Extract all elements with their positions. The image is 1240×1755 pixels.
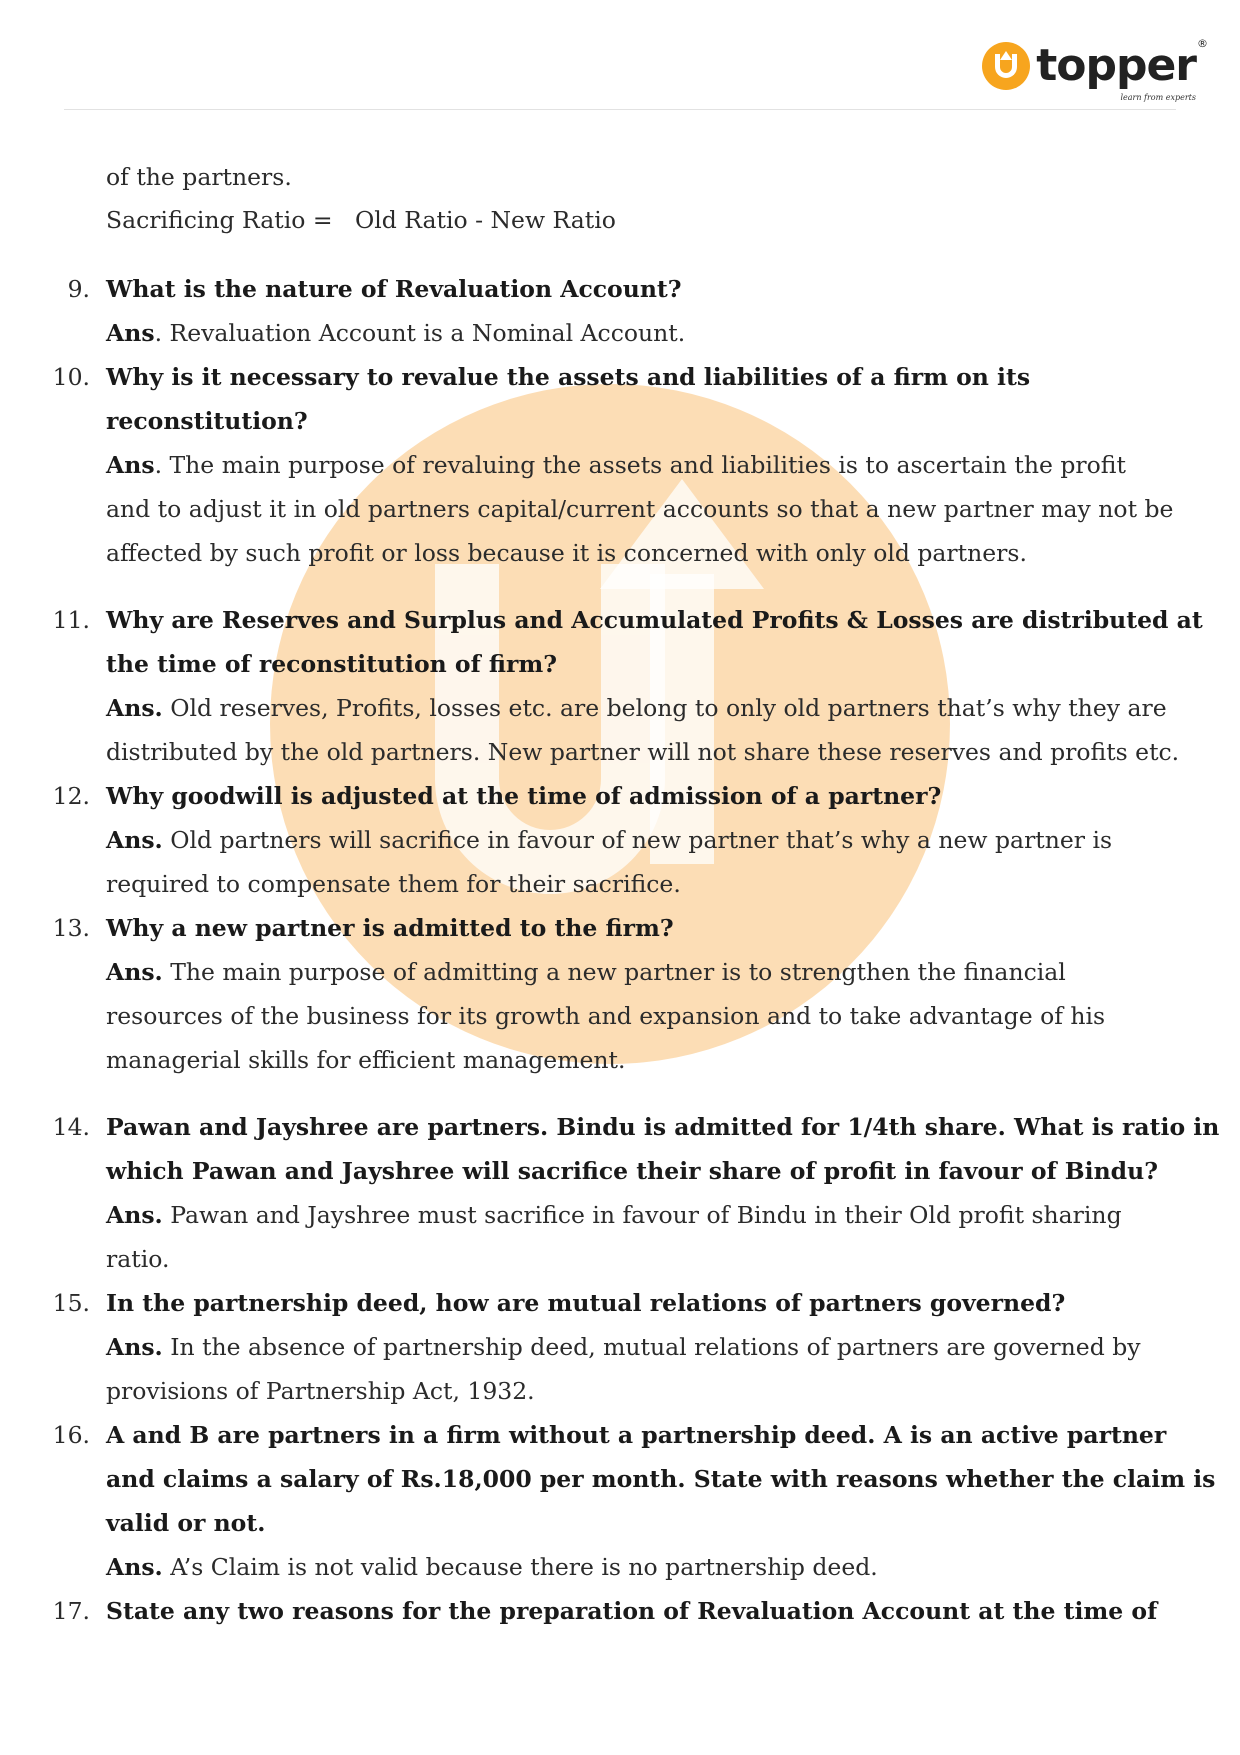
question-number: 9. (67, 275, 90, 303)
answer-line (106, 443, 1126, 487)
answer-line (106, 686, 1167, 730)
intro-line: of the partners. (106, 163, 292, 191)
question-number: 16. (52, 1421, 90, 1449)
logo-wordmark (1036, 37, 1208, 102)
question-text: Why goodwill is adjusted at the time of admission of a partner? (106, 782, 942, 810)
question-text: Why is it necessary to revalue the assets and liabilities of a firm on its (106, 363, 1031, 391)
question-text: Why are Reserves and Surplus and Accumulated Profits & Losses are distributed at (106, 606, 1203, 634)
question-text: What is the nature of Revaluation Account? (106, 275, 682, 303)
answer-line (106, 1193, 1122, 1237)
question-number: 11. (52, 606, 90, 634)
question-text: Pawan and Jayshree are partners. Bindu is admitted for 1/4th share. What is ratio in (106, 1113, 1220, 1141)
header-divider (64, 109, 1176, 110)
question-number: 10. (52, 363, 90, 391)
answer-text: provisions of Partnership Act, 1932. (106, 1377, 535, 1405)
topper-logo (982, 37, 1208, 102)
question-number: 12. (52, 782, 90, 810)
formula-value: Old Ratio - New Ratio (354, 206, 616, 234)
answer-text: resources of the business for its growth and expansion and to take advantage of his (106, 1002, 1106, 1030)
registered-mark: ® (1197, 37, 1208, 50)
answer-line (106, 950, 1066, 994)
answer-line (106, 311, 685, 355)
question-number: 13. (52, 914, 90, 942)
question-text: and claims a salary of Rs.18,000 per month. State with reasons whether the claim is (106, 1465, 1216, 1493)
answer-label: Ans (106, 451, 155, 479)
answer-line (106, 1325, 1141, 1369)
question-number: 17. (52, 1597, 90, 1625)
question-number: 14. (52, 1113, 90, 1141)
answer-text: Old partners will sacrifice in favour of new partner that’s why a new partner is (162, 826, 1113, 854)
answer-text: affected by such profit or loss because it is concerned with only old partners. (106, 539, 1027, 567)
answer-text: In the absence of partnership deed, mutual relations of partners are governed by (162, 1333, 1141, 1361)
question-text: the time of reconstitution of firm? (106, 650, 557, 678)
answer-label: Ans. (106, 694, 163, 722)
formula-label: Sacrificing Ratio = (106, 206, 333, 234)
answer-text: The main purpose of admitting a new partner is to strengthen the financial (162, 958, 1066, 986)
answer-line (106, 818, 1112, 862)
answer-text: and to adjust it in old partners capital/current accounts so that a new partner may not be (106, 495, 1174, 523)
answer-text: managerial skills for efficient management. (106, 1046, 626, 1074)
topper-logo-icon (982, 42, 1030, 90)
answer-text: Old reserves, Profits, losses etc. are belong to only old partners that’s why they are (162, 694, 1167, 722)
question-text: In the partnership deed, how are mutual relations of partners governed? (106, 1289, 1066, 1317)
logo-tagline: learn from experts (1120, 93, 1196, 102)
answer-text: . The main purpose of revaluing the assets and liabilities is to ascertain the profit (154, 451, 1126, 479)
question-text: which Pawan and Jayshree will sacrifice their share of profit in favour of Bindu? (106, 1157, 1158, 1185)
answer-label: Ans. (106, 958, 163, 986)
question-text: State any two reasons for the preparation of Revaluation Account at the time of (106, 1597, 1158, 1625)
answer-text: distributed by the old partners. New partner will not share these reserves and profits etc. (106, 738, 1180, 766)
answer-text: ratio. (106, 1245, 170, 1273)
answer-label: Ans. (106, 1201, 163, 1229)
answer-line (106, 1545, 878, 1589)
logo-text: topper (1036, 40, 1196, 91)
question-number: 15. (52, 1289, 90, 1317)
answer-text: A’s Claim is not valid because there is no partnership deed. (162, 1553, 878, 1581)
answer-label: Ans. (106, 1553, 163, 1581)
question-text: reconstitution? (106, 407, 308, 435)
answer-text: required to compensate them for their sacrifice. (106, 870, 681, 898)
answer-label: Ans. (106, 826, 163, 854)
question-text: A and B are partners in a firm without a partnership deed. A is an active partner (106, 1421, 1167, 1449)
formula-line (106, 198, 616, 242)
answer-label: Ans (106, 319, 155, 347)
question-text: valid or not. (106, 1509, 266, 1537)
question-text: Why a new partner is admitted to the firm? (106, 914, 674, 942)
answer-label: Ans. (106, 1333, 163, 1361)
answer-text: . Revaluation Account is a Nominal Account. (154, 319, 686, 347)
answer-text: Pawan and Jayshree must sacrifice in favour of Bindu in their Old profit sharing (162, 1201, 1122, 1229)
